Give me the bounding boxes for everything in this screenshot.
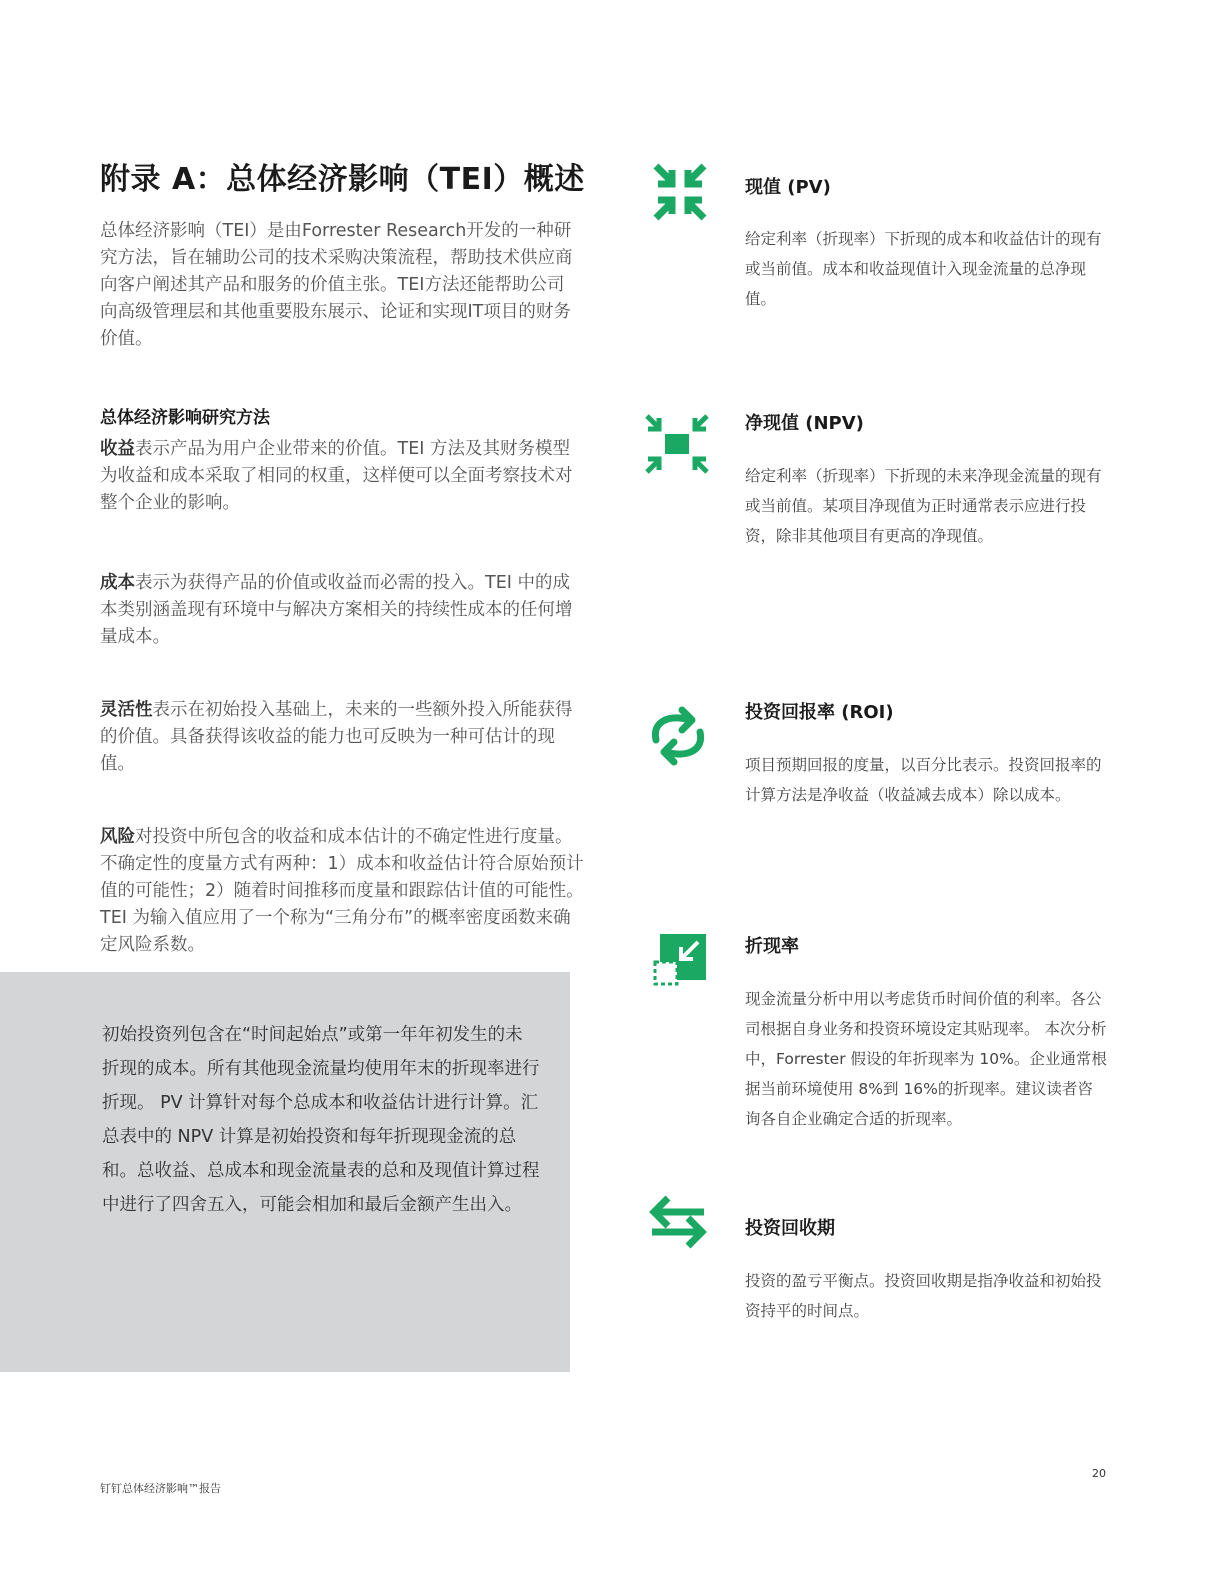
cost-text: 表示为获得产品的价值或收益而必需的投入。TEI 中的成本类别涵盖现有环境中与解决方案相关的持续性成本的任何增量成本。 [100, 573, 573, 647]
benefit-text: 表示产品为用户企业带来的价值。TEI 方法及其财务模型为收益和成本采取了相同的权重，这样便可以全面考察技术对整个企业的影响。 [100, 439, 573, 513]
method-heading: 总体经济影响研究方法 [100, 408, 270, 428]
flexibility-definition [100, 697, 586, 778]
cost-definition [100, 570, 586, 651]
card-title-roi: 投资回报率 (ROI) [745, 702, 894, 723]
cost-term: 成本 [100, 573, 135, 593]
benefit-term: 收益 [100, 439, 135, 459]
flexibility-text: 表示在初始投入基础上，未来的一些额外投入所能获得的价值。具备获得该收益的能力也可反映为一种可估计的现值。 [100, 700, 573, 774]
card-title-npv: 净现值 (NPV) [745, 413, 864, 434]
footer-report-name: 钉钉总体经济影响™报告 [100, 1482, 221, 1495]
converge-square-icon [644, 412, 708, 476]
page-number: 20 [1092, 1467, 1106, 1480]
card-body-discount-rate: 现金流量分析中用以考虑货币时间价值的利率。各公司根据自身业务和投资环境设定其贴现率。 本次分析中，Forrester 假设的年折现率为 10%。企业通常根据当前环境使用 8%到 16%的折现率。建议读者咨询各自企业确定合适的折现率。 [745, 990, 1107, 1128]
card-body-pv: 给定利率（折现率）下折现的成本和收益估计的现有或当前值。成本和收益现值计入现金流量的总净现值。 [745, 230, 1102, 308]
card-title-pv: 现值 (PV) [745, 177, 831, 198]
card-body-npv: 给定利率（折现率）下折现的未来净现金流量的现有或当前值。某项目净现值为正时通常表示应进行投资，除非其他项目有更高的净现值。 [745, 467, 1102, 545]
shrink-square-icon [652, 930, 716, 994]
risk-term: 风险 [100, 827, 135, 847]
risk-text: 对投资中所包含的收益和成本估计的不确定性进行度量。不确定性的度量方式有两种：1）成本和收益估计符合原始预计值的可能性；2）随着时间推移而度量和跟踪估计值的可能性。TEI 为输入值应用了一个称为“三角分布”的概率密度函数来确定风险系数。 [100, 827, 584, 955]
page-title: 附录 A：总体经济影响（TEI）概述 [100, 162, 585, 197]
flexibility-term: 灵活性 [100, 700, 153, 720]
benefit-definition [100, 436, 586, 517]
compress-arrows-icon [648, 160, 712, 224]
risk-definition [100, 824, 586, 959]
card-body-roi: 项目预期回报的度量，以百分比表示。投资回报率的计算方法是净收益（收益减去成本）除以成本。 [745, 756, 1102, 804]
cycle-arrows-icon [646, 704, 710, 768]
note-text: 初始投资列包含在“时间起始点”或第一年年初发生的未折现的成本。所有其他现金流量均使用年末的折现率进行折现。 PV 计算针对每个总成本和收益估计进行计算。汇总表中的 NPV 计算是初始投资和每年折现现金流的总和。总收益、总成本和现金流量表的总和及现值计算过程中进行了四舍五入，可能会相加和最后金额产生出入。 [102, 1025, 540, 1215]
card-title-discount-rate: 折现率 [745, 936, 799, 957]
card-title-payback: 投资回收期 [745, 1218, 835, 1239]
intro-paragraph: 总体经济影响（TEI）是由Forrester Research开发的一种研究方法，旨在辅助公司的技术采购决策流程，帮助技术供应商向客户阐述其产品和服务的价值主张。TEI方法还能帮助公司向高级管理层和其他重要股东展示、论证和实现IT项目的财务价值。 [100, 221, 573, 349]
exchange-arrows-icon [646, 1192, 710, 1256]
card-body-payback: 投资的盈亏平衡点。投资回收期是指净收益和初始投资持平的时间点。 [745, 1272, 1102, 1320]
